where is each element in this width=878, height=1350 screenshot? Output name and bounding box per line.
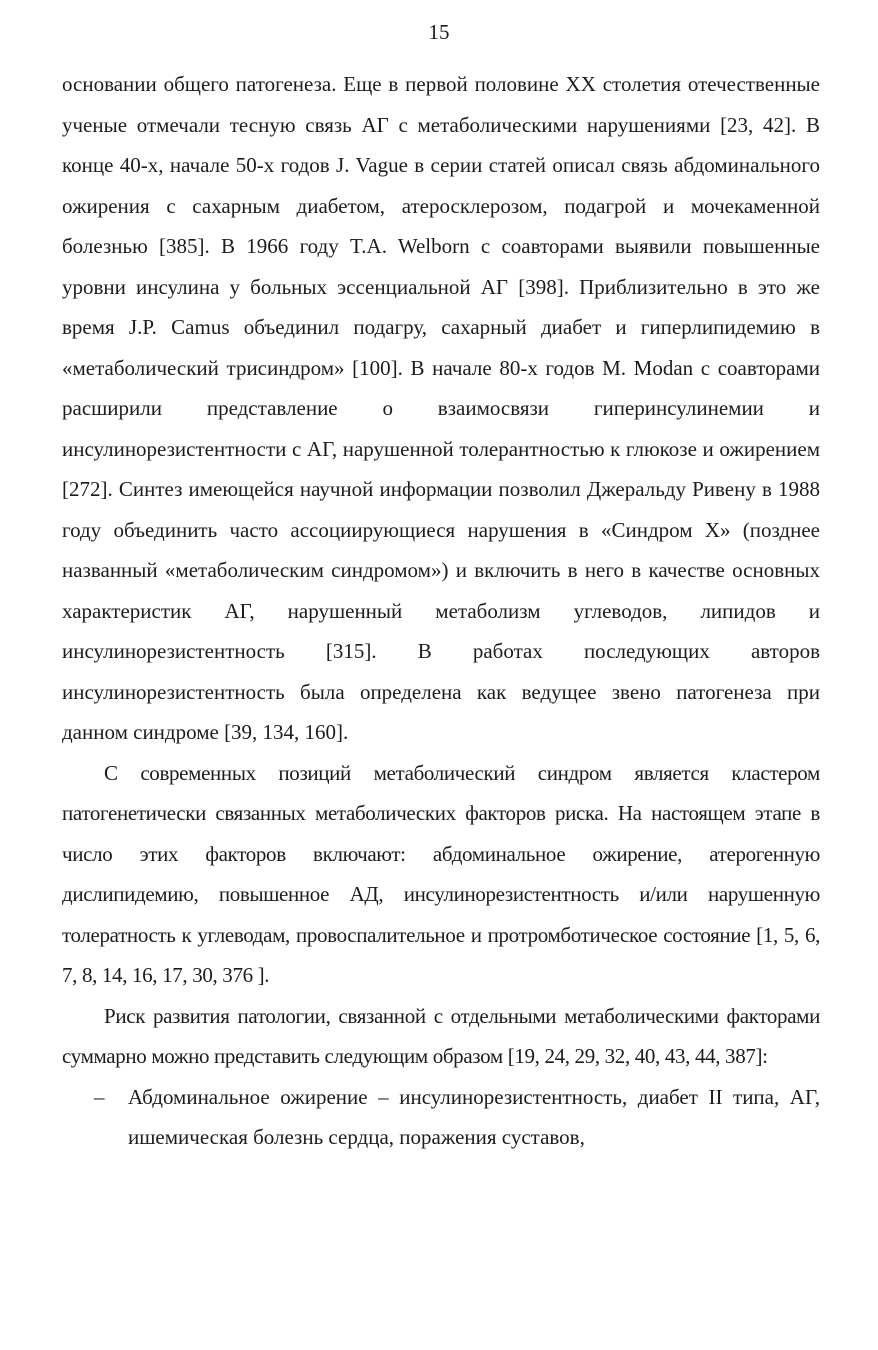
paragraph-history: основании общего патогенеза. Еще в первой половине XX столетия отечественные ученые отмечали тесную связь АГ с метаболическими нарушениями [23, 42]. В конце 40-х, начале 50-х годов J. Vague в серии статей описал связь абдоминального ожирения с сахарным диабетом, атеросклерозом, подагрой и мочекаменной болезнью [385]. В 1966 году T.A. Welborn с соавторами выявили повышенные уровни инсулина у больных эссенциальной АГ [398]. Приблизительно в это же время J.P. Camus объединил подагру, сахарный диабет и гиперлипидемию в «метаболический трисиндром» [100]. В начале 80-х годов M. Modan с соавторами расширили представление о взаимосвязи гиперинсулинемии и инсулинорезистентности с АГ, нарушенной толерантностью к глюкозе и ожирением [272]. Синтез имеющейся научной информации позволил Джеральду Ривену в 1988 году объединить часто ассоциирующиеся нарушения в «Синдром Х» (позднее названный «метаболическим синдромом») и включить в него в качестве основных характеристик АГ, нарушенный метаболизм углеводов, липидов и инсулинорезистентность [315]. В работах последующих авторов инсулинорезистентность была определена как ведущее звено патогенеза при данном синдроме [39, 134, 160]. [62,72,820,744]
list-item-text: Абдоминальное ожирение – инсулинорезистентность, диабет II типа, АГ, ишемическая болезнь сердца, поражения суставов, [128,1084,820,1149]
body-text [62,64,820,1158]
page-number: 15 [428,20,450,44]
list-item [62,1077,820,1158]
paragraph-risk-intro: Риск развития патологии, связанной с отдельными метаболическими факторами суммарно можно представить следующим образом [19, 24, 29, 32, 40, 43, 44, 387]: [62,1003,820,1068]
list-marker: – [94,1084,105,1109]
paragraph-modern-definition: С современных позиций метаболический синдром является кластером патогенетически связанных метаболических факторов риска. На настоящем этапе в число этих факторов включают: абдоминальное ожирение, атерогенную дислипидемию, повышенное АД, инсулинорезистентность и/или нарушенную толератность к углеводам, провоспалительное и протромботическое состояние [1, 5, 6, 7, 8, 14, 16, 17, 30, 376 ]. [62,760,820,987]
risk-factor-list [62,1077,820,1158]
